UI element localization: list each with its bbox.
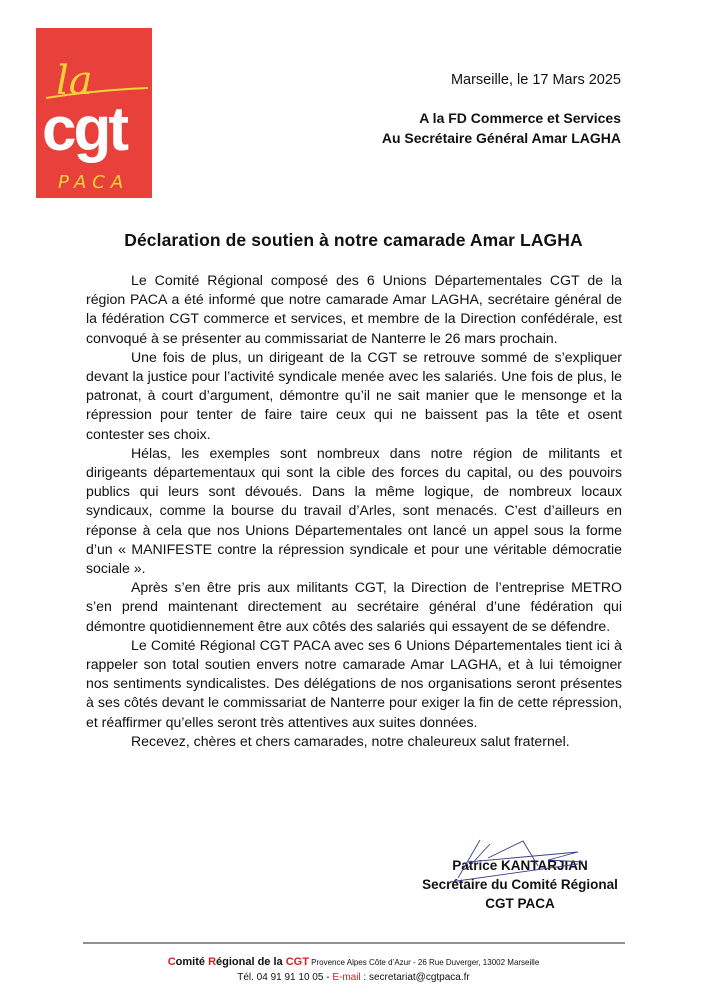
signatory-org: CGT PACA — [485, 896, 555, 911]
footer-org-text: omité — [175, 956, 209, 968]
paragraph: Le Comité Régional CGT PACA avec ses 6 Unions Départementales tient ici à rappeler son total soutien envers notre camarade Amar LAGHA, et à lui témoigner nos sentiments syndicalistes. Des délégations de nos organisations seront présentes à ses côtés devant le commissariat de Nanterre pour exiger la fin de cette répression, et réaffirmer qu’elles seront très attentives aux suites données. — [86, 636, 622, 730]
paragraph: Une fois de plus, un dirigeant de la CGT se retrouve sommé de s’expliquer devant la justice pour l’activité syndicale menée avec les salariés. Une fois de plus, le patronat, à court d’argument, démontre qu’il ne sait manier que le mensonge et la répression pour tenter de faire taire ceux qui ne baissent pas la tête et osent contester ses choix. — [86, 348, 622, 442]
footer-email-label: E-mail — [332, 972, 361, 983]
paragraph: Après s’en être pris aux militants CGT, la Direction de l’entreprise METRO s’en prend maintenant directement au secrétaire général d’une fédération qui démontre quotidiennement être aux côtés des salariés qui essayent de se défendre. — [86, 579, 622, 634]
recipient-line-2: Au Secrétaire Général Amar LAGHA — [381, 130, 621, 146]
cgt-paca-logo — [36, 28, 152, 198]
logo-script-text: la — [56, 58, 93, 104]
footer-divider — [83, 942, 625, 944]
footer-org-initial-r: R — [208, 956, 217, 968]
footer-org-cgt: CGT — [285, 956, 309, 968]
logo-region-text: PACA — [58, 172, 130, 193]
recipient-line-1: A la FD Commerce et Services — [419, 110, 621, 126]
paragraph: Hélas, les exemples sont nombreux dans notre région de militants et dirigeants départementaux qui sont la cible des forces du capital, ou des pouvoirs publics qui leurs sont dévoués. Dans la même logique, de nombreux locaux syndicaux, comme la bourse du travail d’Arles, sont menacés. C’est d’ailleurs en réponse à cela que nos Unions Départementales ont lancé un appel sous la forme d’un « MANIFESTE contre la répression syndicale et pour une véritable démocratie sociale ». — [86, 444, 622, 577]
footer-address: Provence Alpes Côte d’Azur - 26 Rue Duverger, 13002 Marseille — [308, 958, 540, 967]
document-title: Déclaration de soutien à notre camarade Amar LAGHA — [124, 230, 583, 250]
logo-graphic — [36, 28, 152, 198]
footer-email[interactable]: : secretariat@cgtpaca.fr — [360, 972, 470, 983]
recipient-block — [382, 108, 621, 148]
signatory-role: Secrétaire du Comité Régional — [422, 877, 618, 892]
footer-phone: Tél. 04 91 91 10 05 - — [237, 972, 333, 983]
footer-org-line — [0, 955, 707, 970]
signatory-name: Patrice KANTARJIAN — [452, 858, 588, 873]
paragraph: Recevez, chères et chers camarades, notre chaleureux salut fraternel. — [131, 732, 570, 749]
letter-body — [86, 271, 622, 751]
footer-contact-line — [0, 970, 707, 985]
letter-header — [382, 72, 621, 148]
logo-main-text: cgt — [42, 95, 126, 164]
letter-date: Marseille, le 17 Mars 2025 — [450, 72, 621, 88]
letter-footer — [0, 955, 707, 985]
footer-org-text-2: égional de la — [216, 956, 286, 968]
footer-org-initial-c: C — [167, 956, 176, 968]
signature-block — [400, 856, 640, 913]
paragraph: Le Comité Régional composé des 6 Unions Départementales CGT de la région PACA a été informé que notre camarade Amar LAGHA, secrétaire général de la fédération CGT commerce et services, et membre de la Direction confédérale, est convoqué à se présenter au commissariat de Nanterre le 26 mars prochain. — [86, 272, 622, 346]
